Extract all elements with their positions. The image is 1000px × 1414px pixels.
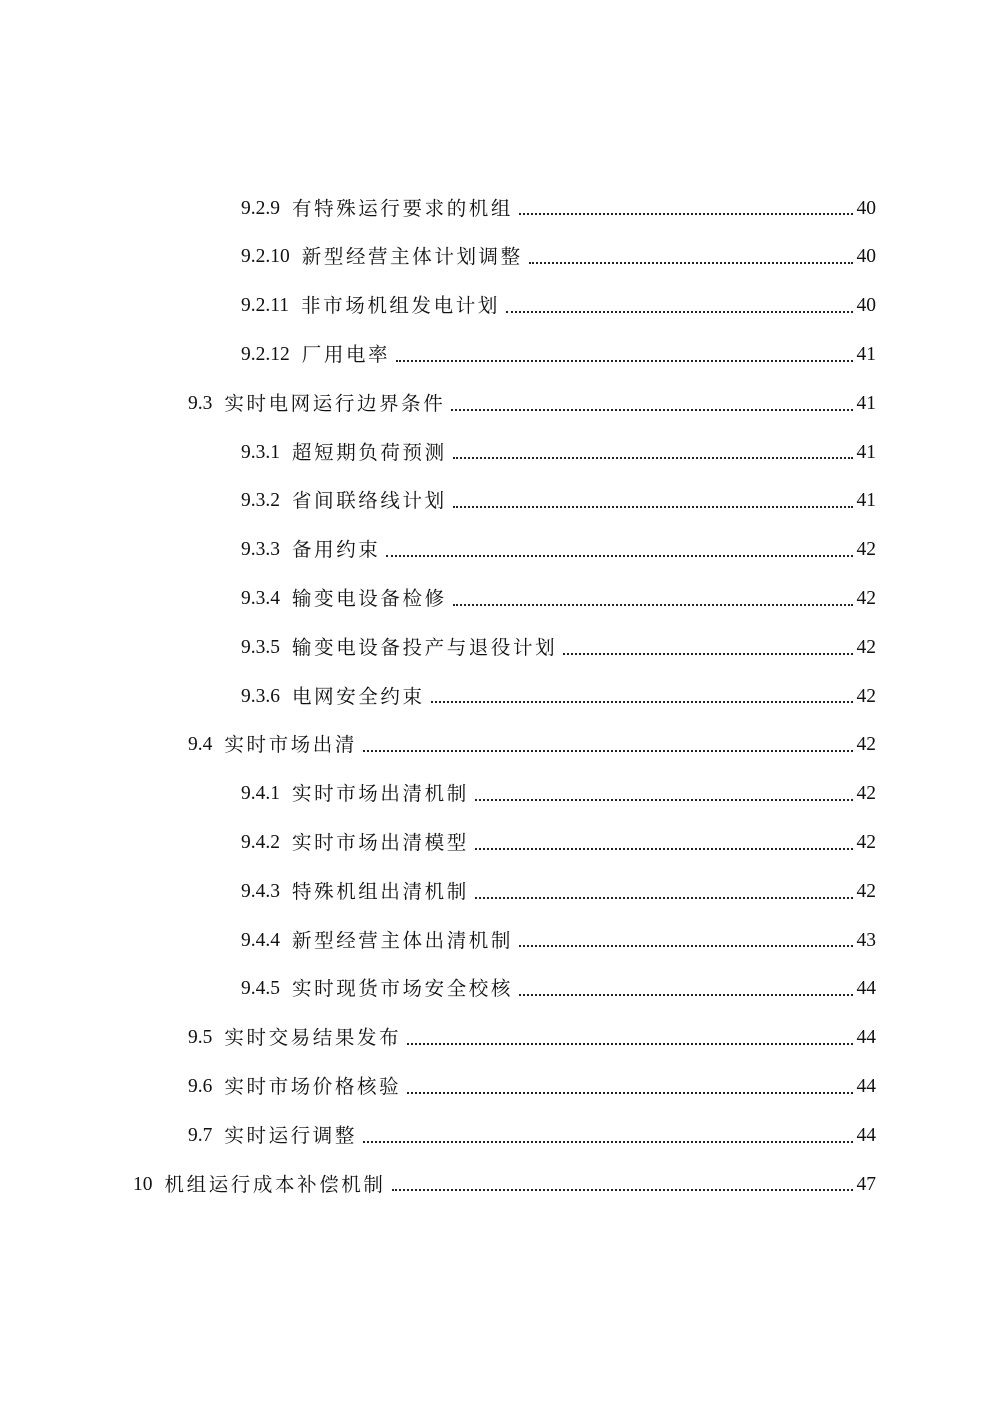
- toc-entry-page: 44: [856, 1075, 876, 1097]
- toc-entry-number: 9.2.9: [241, 197, 280, 219]
- toc-entry-number: 9.4.4: [241, 929, 280, 951]
- toc-entry-title: 输变电设备检修: [292, 587, 447, 611]
- toc-entry-title: 电网安全约束: [292, 684, 425, 708]
- toc-entry-number: 9.3.1: [241, 441, 280, 463]
- toc-entry-title: 新型经营主体计划调整: [301, 245, 523, 269]
- toc-entry-title: 厂用电率: [301, 343, 391, 367]
- toc-entry-title: 特殊机组出清机制: [292, 879, 469, 903]
- toc-entry-page: 44: [856, 1027, 876, 1049]
- toc-entry-number: 9.4.5: [241, 978, 280, 1000]
- toc-entry-page: 47: [856, 1173, 876, 1195]
- toc-entry-number: 9.2.11: [241, 295, 290, 317]
- dot-leader: [431, 701, 853, 703]
- toc-entry[interactable]: [0, 233, 1000, 282]
- toc-entry-title: 有特殊运行要求的机组: [292, 196, 514, 220]
- toc-entry-number: 9.3: [188, 392, 213, 414]
- dot-leader: [363, 1141, 853, 1143]
- toc-entry-number: 9.2.10: [241, 246, 290, 268]
- toc-entry-title: 省间联络线计划: [292, 489, 447, 513]
- toc-entry-page: 42: [856, 685, 876, 707]
- dot-leader: [407, 1092, 852, 1094]
- toc-entry-number: 9.2.12: [241, 344, 290, 366]
- dot-leader: [519, 945, 852, 947]
- toc-entry-title: 实时电网运行边界条件: [224, 391, 446, 415]
- toc-entry-page: 41: [856, 441, 876, 463]
- toc-entry-number: 9.3.3: [241, 539, 280, 561]
- toc-entry-title: 机组运行成本补偿机制: [164, 1172, 386, 1196]
- toc-entry-title: 实时运行调整: [224, 1123, 357, 1147]
- toc-entry-page: 42: [856, 636, 876, 658]
- toc-entry-number: 10: [133, 1173, 153, 1195]
- table-of-contents: [0, 184, 1000, 1209]
- toc-entry-title: 实时交易结果发布: [224, 1026, 402, 1050]
- toc-entry[interactable]: [0, 477, 1000, 526]
- toc-entry-number: 9.3.4: [241, 588, 280, 610]
- toc-entry-title: 实时市场出清: [224, 733, 357, 757]
- toc-entry[interactable]: [0, 867, 1000, 916]
- toc-entry[interactable]: [0, 574, 1000, 623]
- toc-entry[interactable]: [0, 526, 1000, 575]
- toc-entry-page: 40: [856, 246, 876, 268]
- toc-entry[interactable]: [0, 672, 1000, 721]
- toc-entry-page: 42: [856, 588, 876, 610]
- dot-leader: [519, 994, 852, 996]
- toc-entry-page: 41: [856, 490, 876, 512]
- toc-entry[interactable]: [0, 184, 1000, 233]
- toc-entry[interactable]: [0, 282, 1000, 331]
- toc-entry[interactable]: [0, 1014, 1000, 1063]
- dot-leader: [453, 506, 853, 508]
- toc-entry-number: 9.3.5: [241, 636, 280, 658]
- dot-leader: [407, 1043, 852, 1045]
- toc-entry-title: 实时市场价格核验: [224, 1074, 402, 1098]
- toc-entry-page: 42: [856, 783, 876, 805]
- toc-entry-number: 9.3.6: [241, 685, 280, 707]
- toc-entry-number: 9.4: [188, 734, 213, 756]
- toc-entry-page: 40: [856, 295, 876, 317]
- toc-entry-number: 9.4.3: [241, 880, 280, 902]
- toc-entry-page: 42: [856, 734, 876, 756]
- toc-entry-number: 9.3.2: [241, 490, 280, 512]
- toc-entry-page: 42: [856, 539, 876, 561]
- dot-leader: [519, 213, 852, 215]
- toc-entry-page: 43: [856, 929, 876, 951]
- dot-leader: [475, 897, 853, 899]
- toc-entry-title: 实时市场出清模型: [292, 831, 469, 854]
- dot-leader: [453, 604, 853, 606]
- toc-entry-title: 超短期负荷预测: [292, 440, 447, 464]
- toc-entry-page: 40: [856, 197, 876, 219]
- toc-entry[interactable]: [0, 721, 1000, 770]
- toc-entry-number: 9.4.2: [241, 832, 280, 853]
- dot-leader: [475, 799, 853, 801]
- toc-entry-title: 备用约束: [292, 538, 381, 562]
- toc-entry[interactable]: [0, 1062, 1000, 1111]
- dot-leader: [392, 1189, 853, 1191]
- dot-leader: [563, 653, 852, 655]
- toc-entry-number: 9.4.1: [241, 783, 280, 805]
- toc-entry[interactable]: [0, 818, 1000, 867]
- dot-leader: [475, 848, 853, 850]
- toc-entry-page: 42: [856, 880, 876, 902]
- dot-leader: [386, 555, 852, 557]
- toc-entry[interactable]: [0, 965, 1000, 1014]
- toc-entry-number: 9.5: [188, 1027, 213, 1049]
- toc-entry[interactable]: [0, 916, 1000, 965]
- toc-entry[interactable]: [0, 330, 1000, 379]
- dot-leader: [451, 409, 852, 411]
- toc-entry-title: 实时现货市场安全校核: [292, 977, 514, 1001]
- toc-entry[interactable]: [0, 770, 1000, 819]
- toc-entry-page: 44: [856, 978, 876, 1000]
- dot-leader: [453, 457, 853, 459]
- dot-leader: [506, 311, 853, 313]
- toc-entry-title: 新型经营主体出清机制: [292, 928, 514, 952]
- dot-leader: [529, 262, 853, 264]
- toc-entry[interactable]: [0, 379, 1000, 428]
- dot-leader: [363, 750, 853, 752]
- toc-entry-page: 41: [856, 344, 876, 366]
- toc-entry-page: 42: [856, 832, 876, 853]
- toc-entry[interactable]: [0, 1160, 1000, 1209]
- toc-entry[interactable]: [0, 428, 1000, 477]
- dot-leader: [396, 360, 852, 362]
- toc-entry-page: 44: [856, 1124, 876, 1146]
- toc-entry-page: 41: [856, 392, 876, 414]
- toc-entry-number: 9.6: [188, 1075, 213, 1097]
- toc-entry-title: 实时市场出清机制: [292, 782, 469, 806]
- toc-entry[interactable]: [0, 623, 1000, 672]
- toc-entry-title: 输变电设备投产与退役计划: [292, 635, 558, 659]
- toc-entry[interactable]: [0, 1111, 1000, 1160]
- toc-entry-title: 非市场机组发电计划: [301, 294, 500, 318]
- toc-entry-number: 9.7: [188, 1124, 213, 1146]
